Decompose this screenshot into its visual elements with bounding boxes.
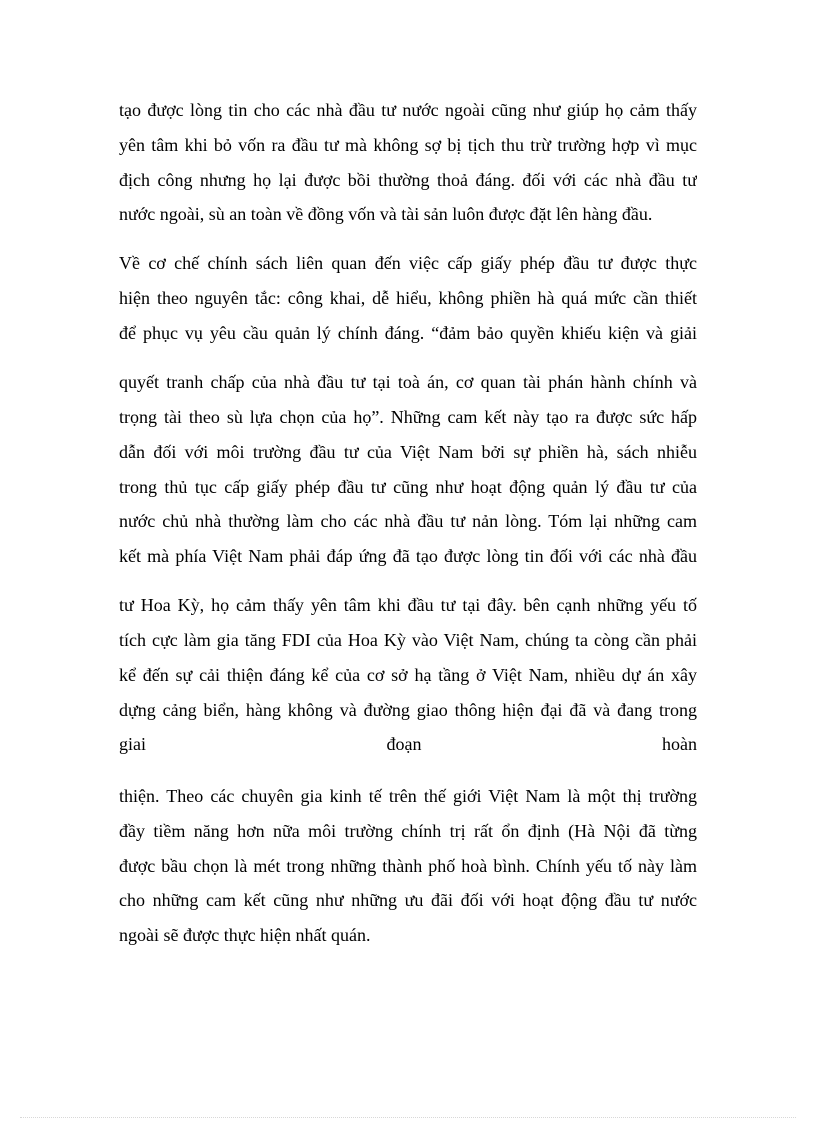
paragraph-line: dựng cảng biển, hàng không và đường giao thông hiện đại đã và đang trong [119,700,697,720]
paragraph-line: để phục vụ yêu cầu quản lý chính đáng. “đảm bảo quyền khiếu kiện và giải [119,323,697,343]
paragraph-line: tư Hoa Kỳ, họ cảm thấy yên tâm khi đầu tư tại đây. bên cạnh những yếu tố [119,595,697,615]
paragraph-line: nước ngoài, sù an toàn về đồng vốn và tài sản luôn được đặt lên hàng đầu. [119,204,653,224]
paragraph-line: trong thủ tục cấp giấy phép đầu tư cũng như hoạt động quản lý đầu tư của [119,477,697,497]
paragraph-line: kết mà phía Việt Nam phải đáp ứng đã tạo được lòng tin đối với các nhà đầu [119,546,697,566]
paragraph-line: được bầu chọn là mét trong những thành phố hoà bình. Chính yếu tố này làm [119,856,697,876]
paragraph-line: kể đến sự cải thiện đáng kể của cơ sở hạ tầng ở Việt Nam, nhiều dự án xây [119,665,697,685]
paragraph-line: thiện. Theo các chuyên gia kinh tế trên thế giới Việt Nam là một thị trường [119,786,697,806]
paragraph-line: tích cực làm gia tăng FDI của Hoa Kỳ vào Việt Nam, chúng ta còng cần phải [119,630,697,650]
paragraph-line: giai đoạn hoàn [119,734,697,754]
paragraph-line: Về cơ chế chính sách liên quan đến việc cấp giấy phép đầu tư được thực [119,253,697,273]
paragraph-line: quyết tranh chấp của nhà đầu tư tại toà án, cơ quan tài phán hành chính và [119,372,697,392]
paragraph-line: hiện theo nguyên tắc: công khai, dễ hiểu, không phiền hà quá mức cần thiết [119,288,697,308]
paragraph-line: cho những cam kết cũng như những ưu đãi đối với hoạt động đầu tư nước [119,890,697,910]
paragraph-line: địch công nhưng họ lại được bồi thường thoả đáng. đối với các nhà đầu tư [119,170,697,190]
paragraph-line: trọng tài theo sù lựa chọn của họ”. Những cam kết này tạo ra được sức hấp [119,407,697,427]
paragraph-line: ngoài sẽ được thực hiện nhất quán. [119,925,371,945]
paragraph-line: đầy tiềm năng hơn nữa môi trường chính trị rất ổn định (Hà Nội đã từng [119,821,697,841]
paragraph-line: dẫn đối với môi trường đầu tư của Việt Nam bởi sự phiền hà, sách nhiễu [119,442,697,462]
paragraph-line: yên tâm khi bỏ vốn ra đầu tư mà không sợ bị tịch thu trừ trường hợp vì mục [119,135,697,155]
page-bottom-divider [20,1117,796,1118]
paragraph-line: tạo được lòng tin cho các nhà đầu tư nước ngoài cũng như giúp họ cảm thấy [119,100,697,120]
paragraph-line: nước chủ nhà thường làm cho các nhà đầu tư nản lòng. Tóm lại những cam [119,511,697,531]
